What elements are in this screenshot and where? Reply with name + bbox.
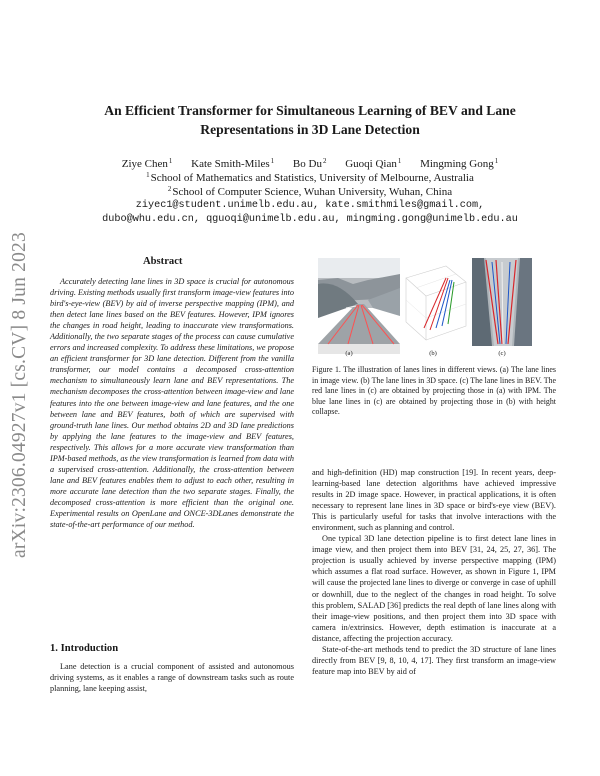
panel-label-b: (b) [429, 350, 437, 357]
author: Kate Smith-Miles$^1$ [191, 157, 275, 170]
arxiv-stamp-text: arXiv:2306.04927v1 [cs.CV] 8 Jun 2023 [9, 232, 30, 558]
introduction-body: Lane detection is a crucial component of assisted and autonomous driving systems, as it enables a range of downstream tasks such as route planning, lane keeping assist, [50, 662, 294, 694]
image-view-panel [318, 258, 400, 354]
author: Bo Du$^2$ [292, 157, 327, 170]
email-line-1: ziyec1@student.unimelb.edu.au, kate.smithmiles@gmail.com, [135, 200, 485, 211]
paragraph: State-of-the-art methods tend to predict the 3D structure of lane lines directly from BEV [9, 8, 10, 4, 17]. They first transform an image-view feature map into BEV by aid of [312, 644, 556, 676]
panel-label-a: (a) [345, 350, 353, 357]
figure-1-caption: Figure 1. The illustration of lanes lines in different views. (a) The lane lines in image view. (b) The lane lines in 3D space. (c) The lane lines in BEV. The red lane lines in (c) are obtained by projecting those in (a) with IPM. The blue lane lines in (c) are obtained by projecting those in (b) with height collapse. [312, 365, 556, 417]
bev-panel [472, 258, 532, 354]
title-line-2: Representations in 3D Lane Detection [200, 122, 420, 137]
abstract-body: Accurately detecting lane lines in 3D space is crucial for autonomous driving. Existing methods usually first transform image-view features into bird's-eye-view (BEV) by aid of inverse perspective mapping (IPM), and then detect lane lines based on the BEV features. However, IPM ignores the changes in road height, leading to inaccurate view transformations. Additionally, the two separate stages of the process can cause cumulative errors and increased complexity. To address these limitations, we propose an efficient transformer for 3D lane detection. Different from the vanilla transformer, our model contains a decomposed cross-attention mechanism to simultaneously learn lane and BEV representations. The mechanism decomposes the cross-attention between image-view and lane features into the one between image-view and lane features, and the one between lane and BEV features, both of which are supervised with ground-truth lane lines. Our method obtains 2D and 3D lane predictions by applying the lane features to the image-view and BEV features, respectively. This allows for a more accurate view transformation than IPM-based methods, as the view transformation is learned from data with a supervised cross-attention. Additionally, the cross-attention between lane and BEV features enables them to adjust to each other, resulting in more accurate lane detection than the two separate stages. Finally, the decomposed cross-attention is more efficient than the original one. Experimental results on OpenLane and ONCE-3DLanes demonstrate the state-of-the-art performance of our method. [50, 277, 294, 530]
paper-title [70, 101, 550, 139]
author: Ziye Chen$^1$ [121, 157, 173, 170]
author: Guoqi Qian$^1$ [345, 157, 402, 170]
figure-1 [318, 258, 540, 362]
3d-space-panel [400, 258, 472, 354]
affiliation-1: $^1$School of Mathematics and Statistics, University of Melbourne, Australia [146, 171, 474, 184]
right-column-body [312, 467, 556, 677]
panel-label-c: (c) [498, 350, 506, 357]
abstract-heading: Abstract [143, 256, 183, 267]
paragraph: and high-definition (HD) map construction [19]. In recent years, deep-learning-based lane detection algorithms have achieved impressive results in 2D image space. However, in practical applications, it is often necessary to represent lane lines in 3D space or bird's-eye view (BEV). This is particularly useful for tasks that involve interactions with the environment, such as planning and control. [312, 468, 556, 533]
author: Mingming Gong$^1$ [420, 157, 499, 170]
email-line-2: dubo@whu.edu.cn, qguoqi@unimelb.edu.au, mingming.gong@unimelb.edu.au [102, 214, 518, 225]
paragraph: One typical 3D lane detection pipeline is to first detect lane lines in image view, and then project them into BEV [31, 24, 25, 27, 36]. The projection is usually achieved by inverse perspective mapping (IPM) which assumes a flat road surface. However, as shown in Figure 1, IPM will cause the projected lane lines to diverge or converge in case of uphill or downhill, due to the neglect of the changes in road height. To solve this problem, SALAD [36] predicts the real depth of lane lines along with their image-view positions, and then project them into 3D space with camera in/extrinsics. However, depth estimation is inaccurate at a distance, affecting the projection accuracy. [312, 534, 556, 643]
arxiv-identifier [2, 210, 38, 580]
affiliation-2: $^2$School of Computer Science, Wuhan University, Wuhan, China [167, 185, 453, 198]
introduction-heading: 1. Introduction [50, 643, 119, 654]
title-line-1: An Efficient Transformer for Simultaneous Learning of BEV and Lane [104, 103, 516, 118]
